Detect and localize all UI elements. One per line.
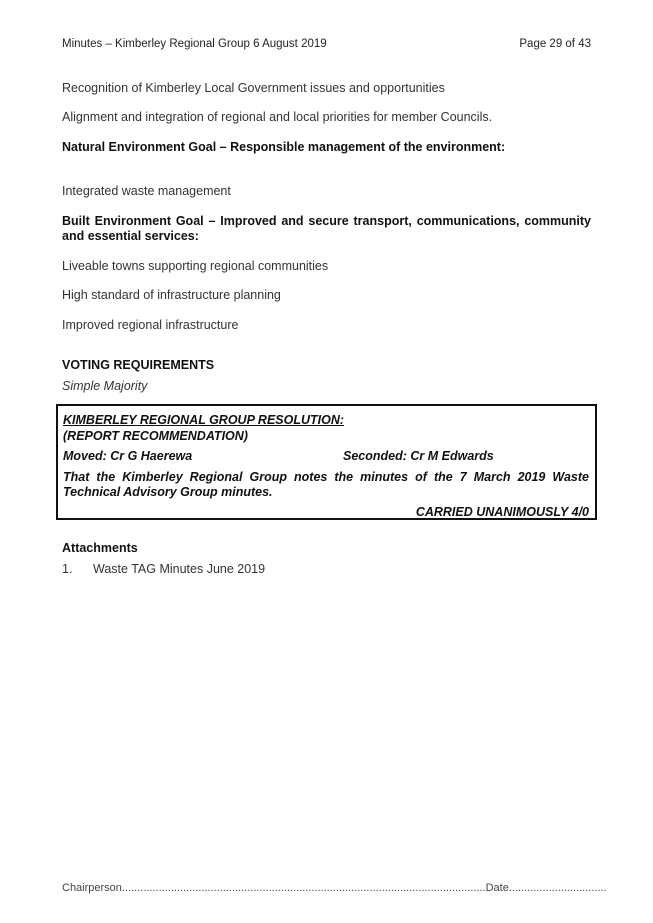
resolution-seconded: Seconded: Cr M Edwards <box>343 449 494 463</box>
built-environment-goal: Built Environment Goal – Improved and secure transport, communications, community and essential services: <box>62 214 591 243</box>
resolution-box <box>56 404 597 520</box>
voting-requirements-heading: VOTING REQUIREMENTS <box>62 358 215 372</box>
body-line-infrastructure-planning: High standard of infrastructure planning <box>62 288 281 302</box>
body-line-waste: Integrated waste management <box>62 184 231 198</box>
resolution-subtitle: (REPORT RECOMMENDATION) <box>63 429 248 443</box>
attachments-heading: Attachments <box>62 541 138 555</box>
attachment-item[interactable]: Waste TAG Minutes June 2019 <box>93 562 266 576</box>
header-title: Minutes – Kimberley Regional Group 6 August 2019 <box>62 38 327 50</box>
body-line-regional-infrastructure: Improved regional infrastructure <box>62 318 239 332</box>
resolution-result: CARRIED UNANIMOUSLY 4/0 <box>415 505 589 519</box>
resolution-moved: Moved: Cr G Haerewa <box>63 449 193 463</box>
attachment-number: 1. <box>62 562 73 576</box>
body-line-recognition: Recognition of Kimberley Local Government issues and opportunities <box>62 81 445 95</box>
signature-footer: Chairperson.......................................................................................................................Date................................ <box>62 882 607 894</box>
body-line-liveable: Liveable towns supporting regional communities <box>62 259 329 273</box>
page-number: Page 29 of 43 <box>519 38 591 50</box>
body-line-alignment: Alignment and integration of regional and local priorities for member Councils. <box>62 110 493 124</box>
resolution-text: That the Kimberley Regional Group notes the minutes of the 7 March 2019 Waste Technical Advisory Group minutes. <box>63 470 589 499</box>
voting-requirements-value: Simple Majority <box>62 379 148 393</box>
natural-environment-goal: Natural Environment Goal – Responsible management of the environment: <box>62 140 506 154</box>
resolution-title: KIMBERLEY REGIONAL GROUP RESOLUTION: <box>63 413 345 427</box>
